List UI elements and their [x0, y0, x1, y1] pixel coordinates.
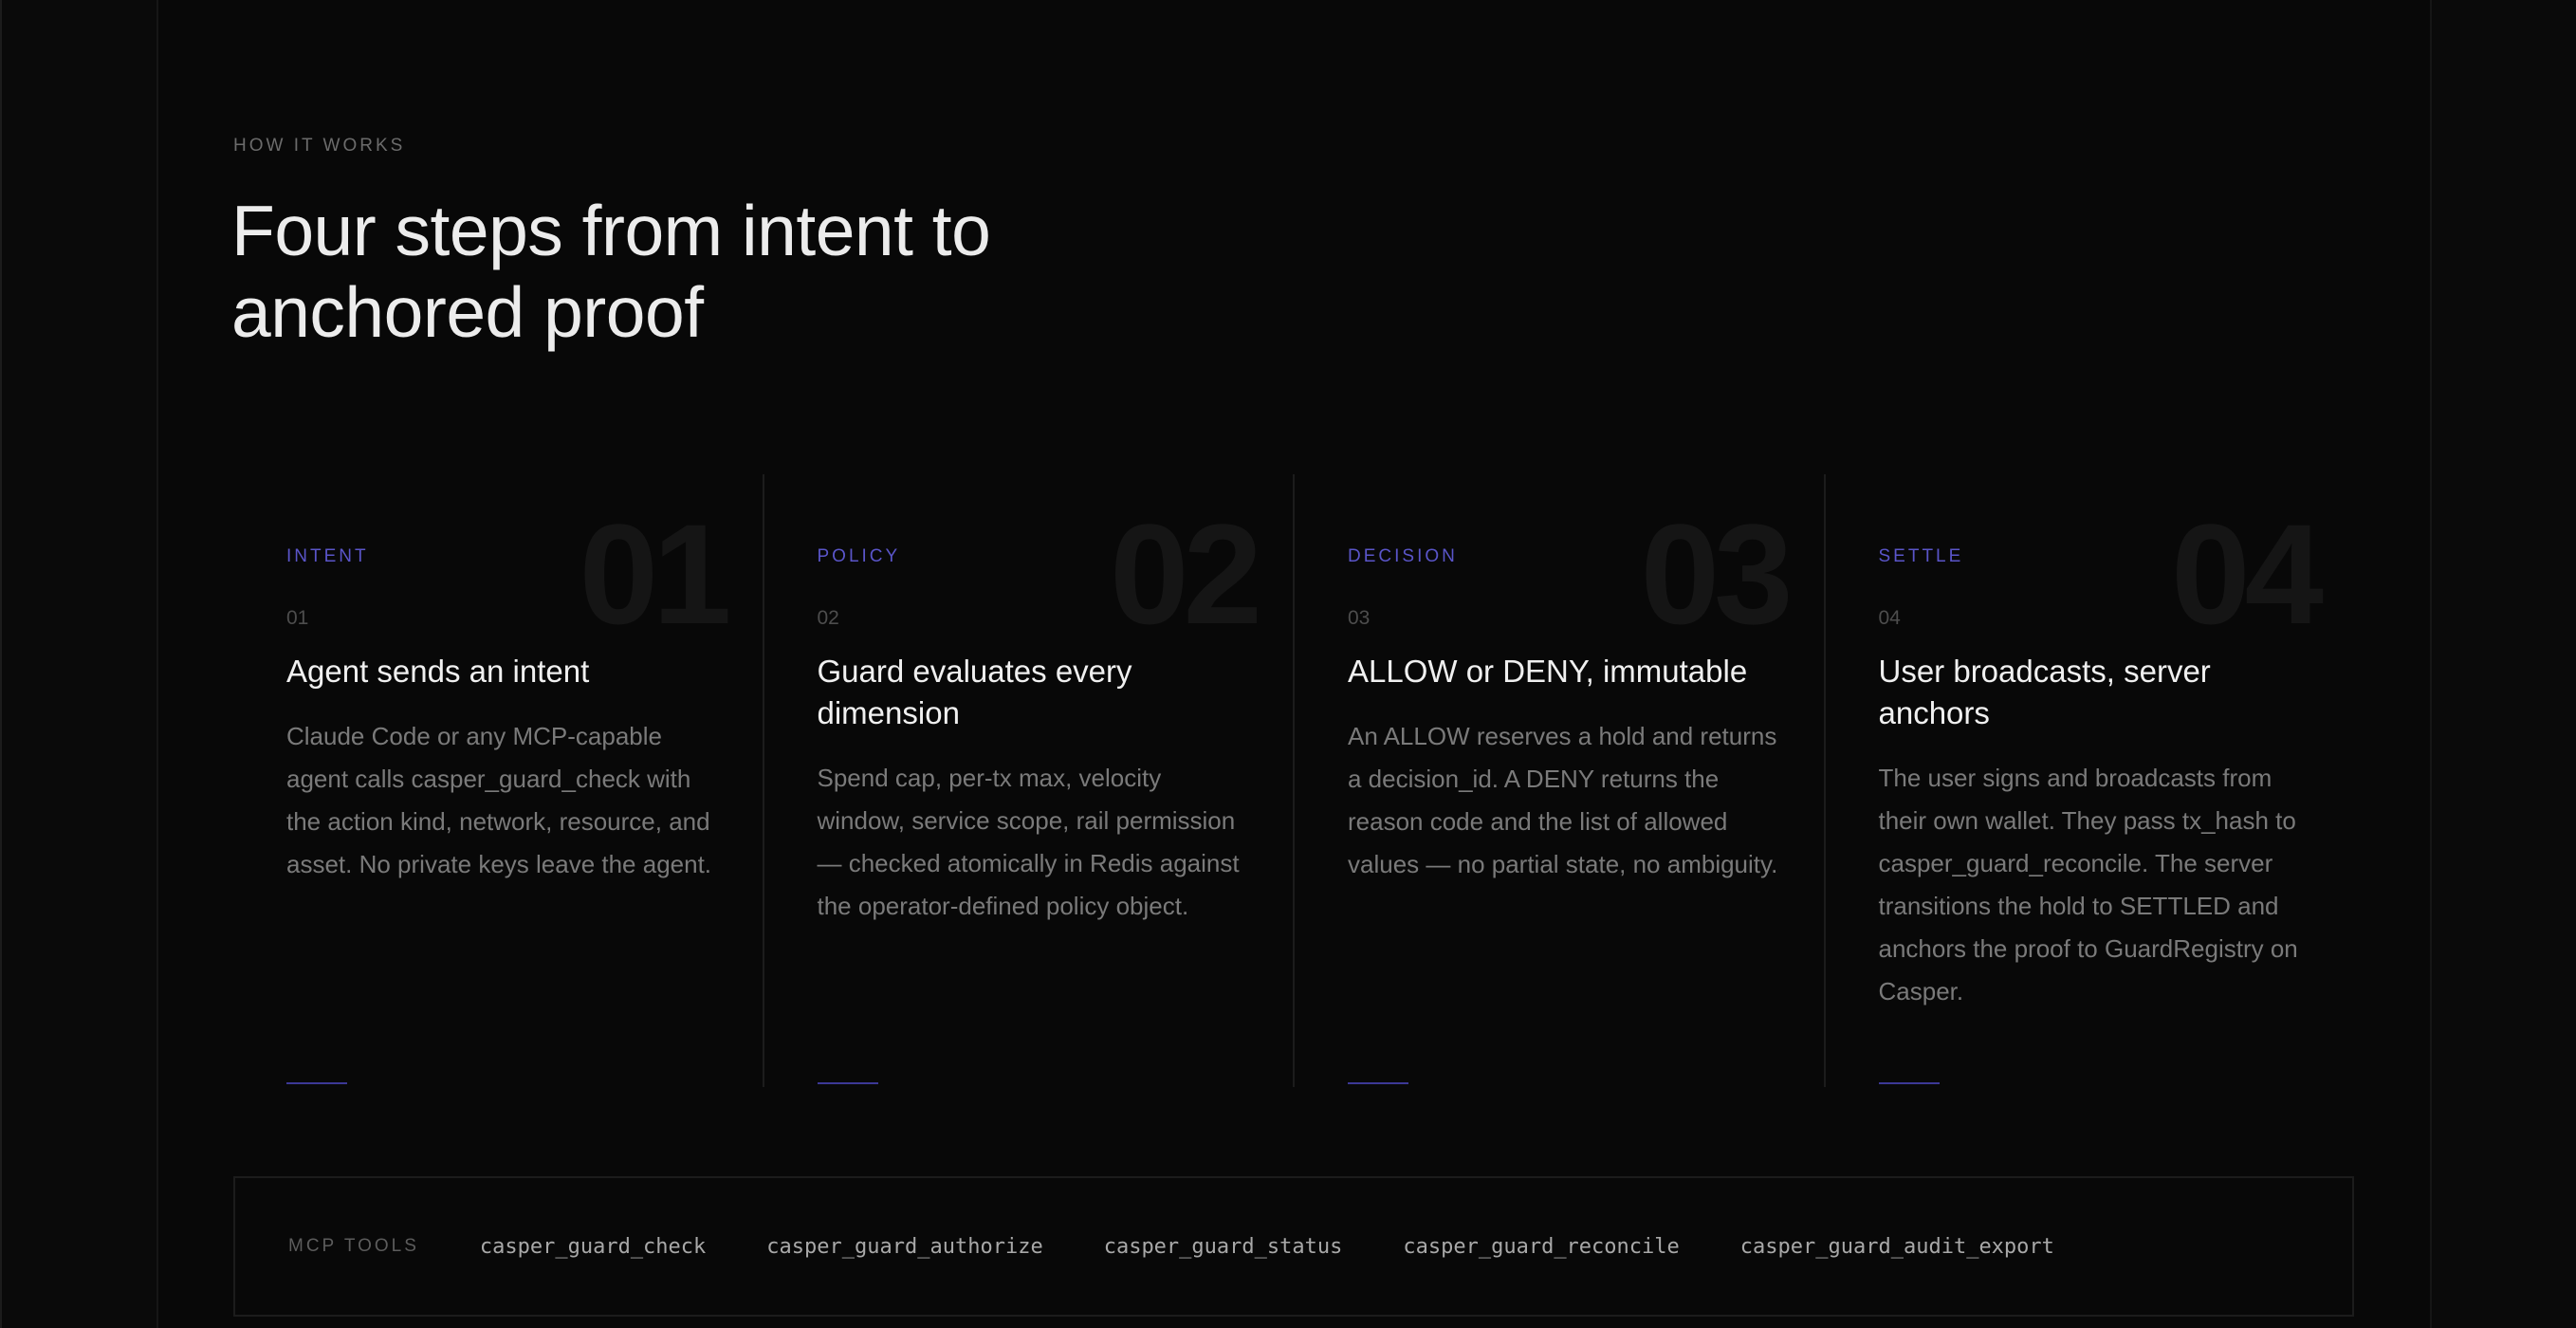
step-title: Guard evaluates every dimension — [817, 654, 1132, 730]
step-label: INTENT — [286, 546, 369, 566]
headline-line-1: Four steps from intent to — [231, 191, 991, 270]
step-label: SETTLE — [1878, 546, 1964, 566]
tool-casper-guard-reconcile: casper_guard_reconcile — [1403, 1234, 1680, 1259]
step-number: 04 — [1878, 607, 1901, 629]
section-eyebrow: HOW IT WORKS — [233, 136, 406, 156]
section-headline — [231, 190, 1275, 353]
steps-grid — [233, 474, 2354, 1087]
headline-line-2: anchored proof — [231, 272, 704, 352]
step-watermark-number: 01 — [579, 494, 727, 654]
step-description: An ALLOW reserves a hold and returns a decision_id. A DENY returns the reason code and the list of allowed values — no partial state, no ambiguity. — [1348, 722, 1778, 878]
step-accent-line — [286, 1082, 347, 1084]
step-accent-line — [1348, 1082, 1408, 1084]
mcp-tools-label: MCP TOOLS — [288, 1236, 419, 1256]
step-card-policy — [763, 474, 1294, 1087]
step-label: POLICY — [817, 546, 901, 566]
step-number: 02 — [817, 607, 839, 629]
step-card-intent — [233, 474, 763, 1087]
step-card-decision — [1293, 474, 1824, 1087]
step-description: Claude Code or any MCP-capable agent calls casper_guard_check with the action kind, network, resource, and asset. No private keys leave the agent. — [286, 722, 712, 878]
step-number: 01 — [286, 607, 309, 629]
step-title: User broadcasts, server anchors — [1878, 654, 2211, 730]
tool-casper-guard-status: casper_guard_status — [1103, 1234, 1343, 1259]
step-watermark-number: 02 — [1110, 494, 1257, 654]
step-accent-line — [1879, 1082, 1940, 1084]
tool-casper-guard-check: casper_guard_check — [479, 1234, 707, 1259]
step-title: Agent sends an intent — [286, 654, 590, 689]
tool-casper-guard-authorize: casper_guard_authorize — [766, 1234, 1043, 1259]
tool-casper-guard-audit-export: casper_guard_audit_export — [1739, 1234, 2054, 1259]
step-accent-line — [818, 1082, 878, 1084]
step-card-settle — [1824, 474, 2355, 1087]
layout-rail-right — [2430, 0, 2432, 1328]
step-description: The user signs and broadcasts from their own wallet. They pass tx_hash to casper_guard_reconcile. The server transitions the hold to SETTLED and anchors the proof to GuardRegistry on Casper. — [1878, 764, 2298, 1005]
window-frame-edge — [0, 0, 2, 1328]
step-watermark-number: 03 — [1640, 494, 1788, 654]
mcp-tools-bar — [233, 1176, 2354, 1317]
step-title: ALLOW or DENY, immutable — [1348, 654, 1748, 689]
step-number: 03 — [1348, 607, 1371, 629]
step-watermark-number: 04 — [2171, 494, 2318, 654]
step-description: Spend cap, per-tx max, velocity window, service scope, rail permission — checked atomically in Redis against the operator-defined policy object. — [817, 764, 1240, 920]
step-label: DECISION — [1348, 546, 1458, 566]
